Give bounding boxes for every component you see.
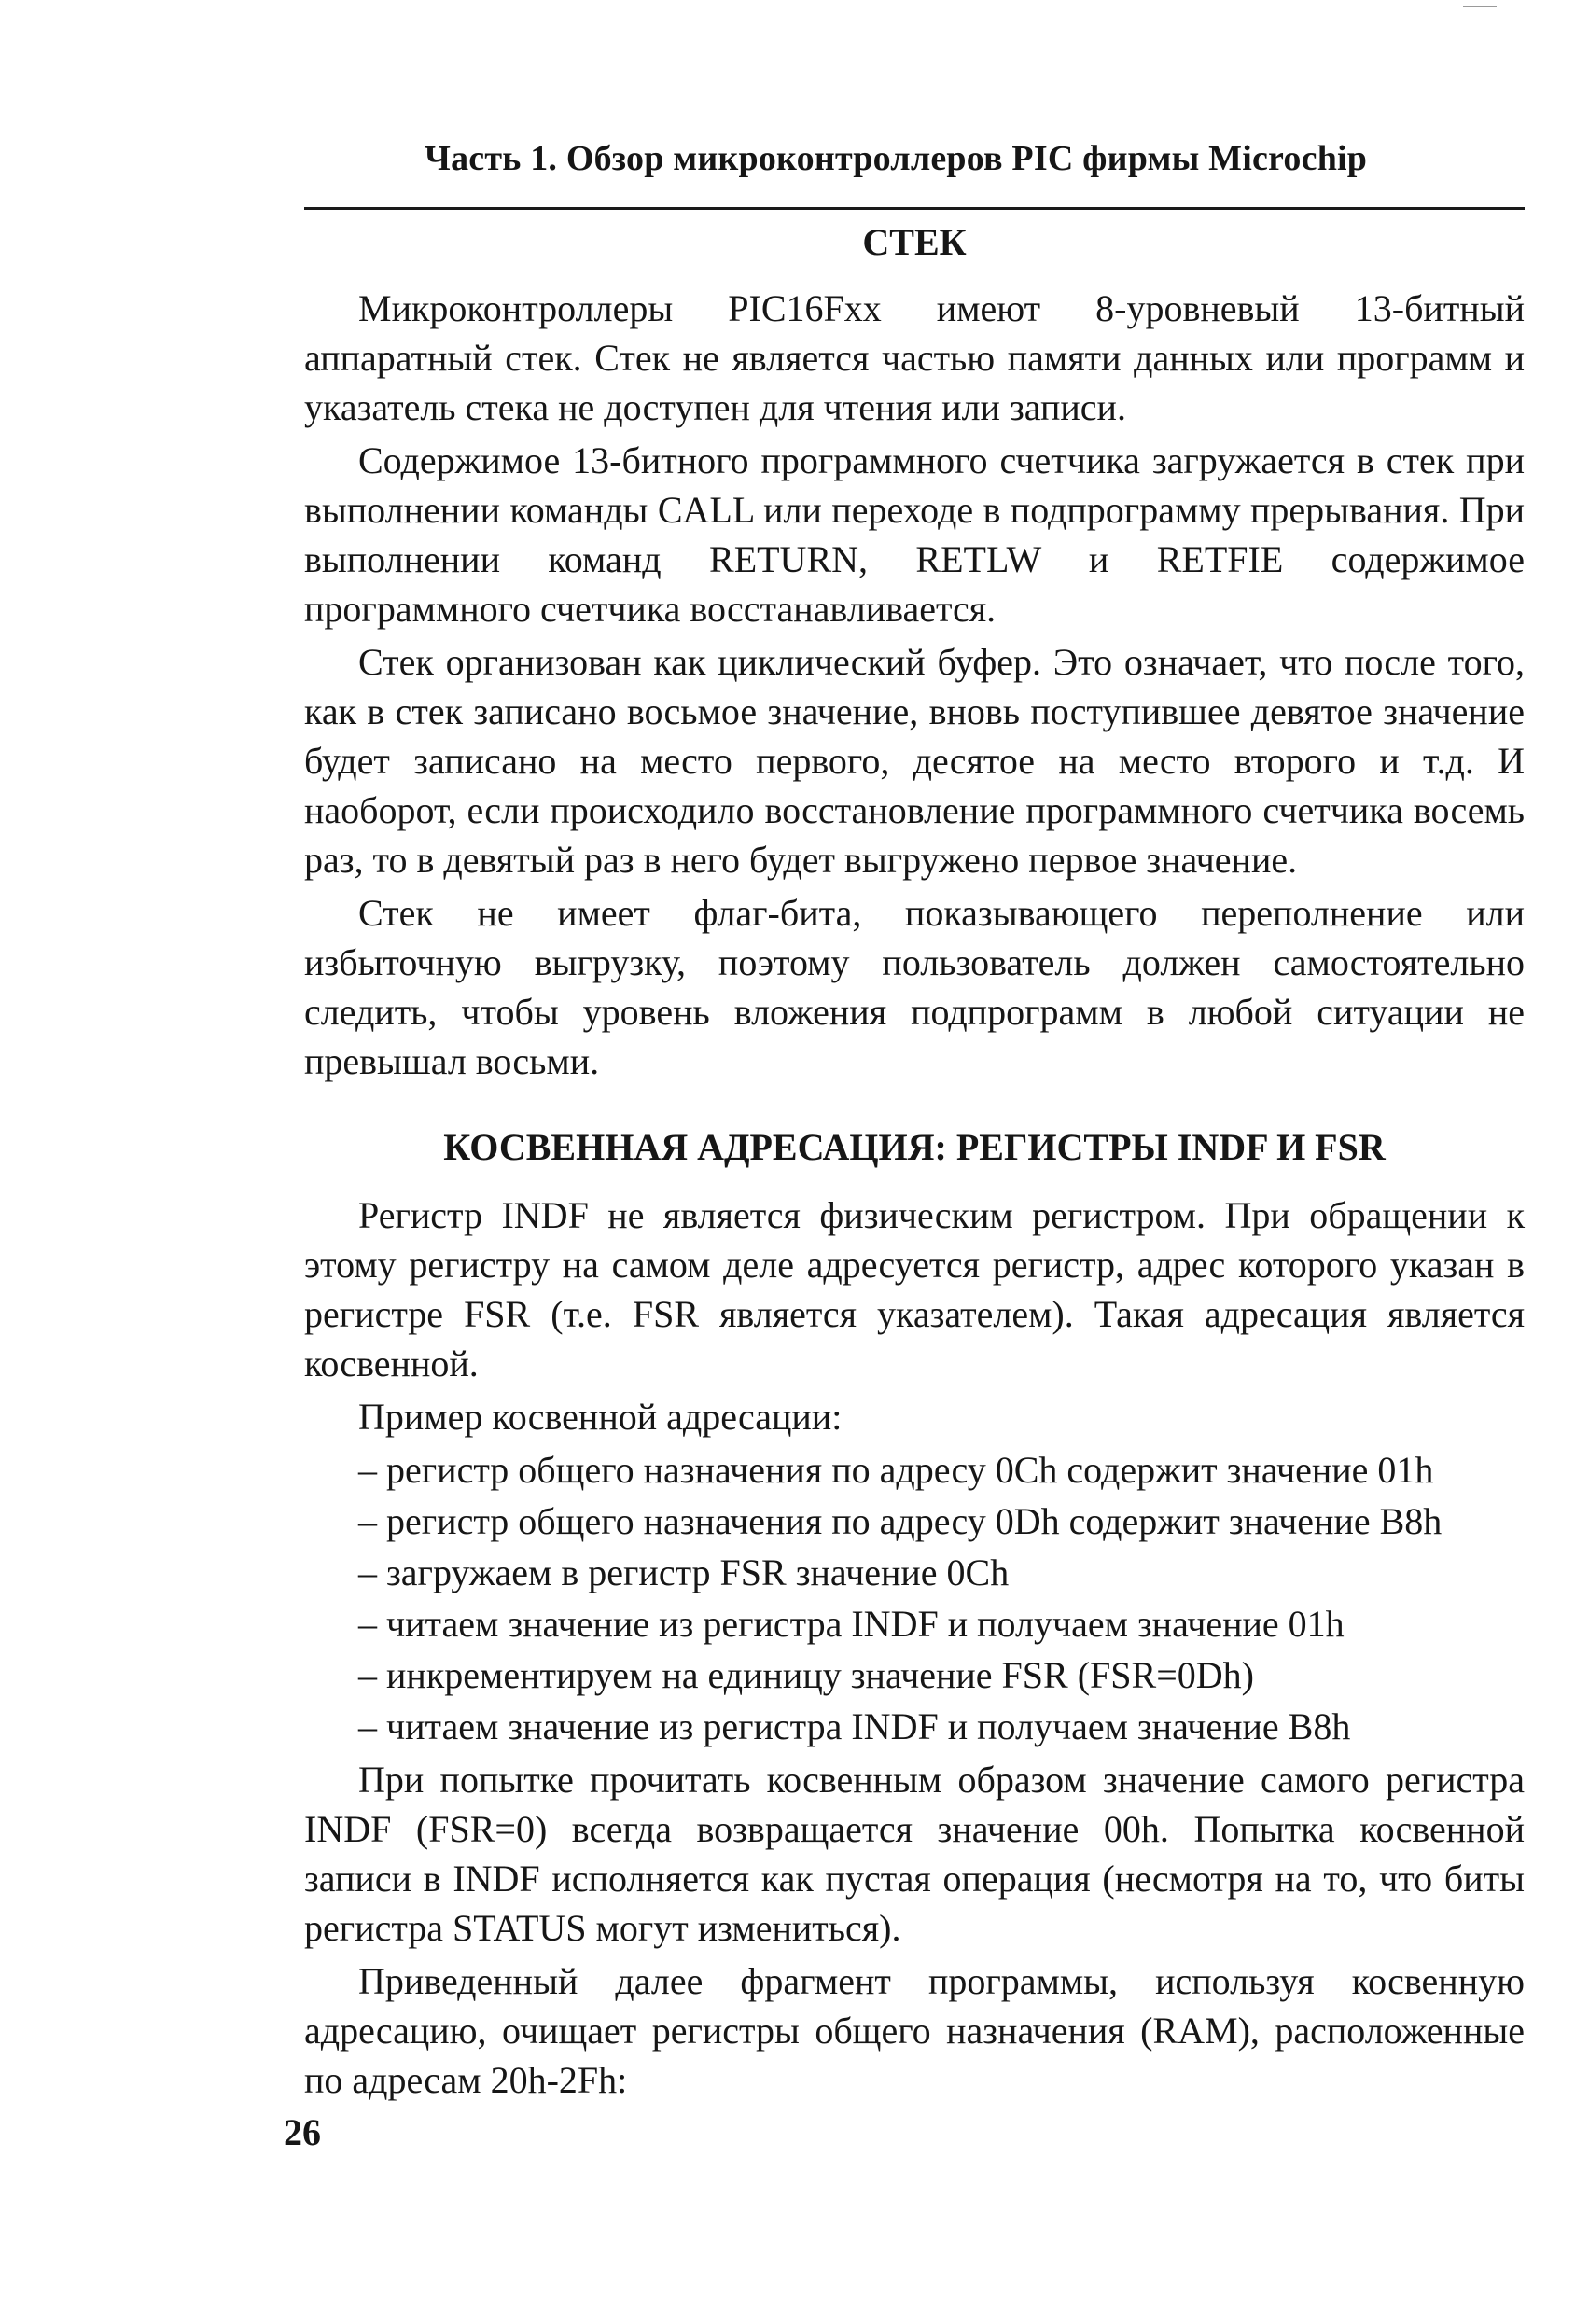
stack-paragraph-4: Стек не имеет флаг-бита, показывающего переполнение или избыточную выгрузку, поэтому пользователь должен самостоятельно следить, чтобы уровень вложения подпрограмм в любой ситуации не превышал восьми. <box>304 892 1525 1082</box>
page-body <box>304 218 1525 2108</box>
example-step: – регистр общего назначения по адресу 0Ch содержит значение 01h <box>358 1449 1434 1491</box>
example-step: – читаем значение из регистра INDF и получаем значение 01h <box>358 1603 1345 1645</box>
section-title-stack: СТЕК <box>862 221 967 263</box>
stack-paragraph-1: Микроконтроллеры PIC16Fxx имеют 8-уровневый 13-битный аппаратный стек. Стек не является частью памяти данных или программ и указатель стека не доступен для чтения или записи. <box>304 287 1525 428</box>
indirect-intro-paragraph: Регистр INDF не является физическим регистром. При обращении к этому регистру на самом деле адресуется регистр, адрес которого указан в регистре FSR (т.е. FSR является указателем). Такая адресация является косвенной. <box>304 1194 1525 1385</box>
running-head: Часть 1. Обзор микроконтроллеров PIC фирмы Microchip <box>425 139 1368 178</box>
example-step: – читаем значение из регистра INDF и получаем значение B8h <box>358 1705 1351 1747</box>
example-heading: Пример косвенной адресации: <box>358 1396 843 1438</box>
example-step: – регистр общего назначения по адресу 0Dh содержит значение B8h <box>358 1500 1443 1542</box>
running-head-rule <box>304 207 1525 210</box>
example-step: – инкрементируем на единицу значение FSR (FSR=0Dh) <box>358 1654 1254 1696</box>
page-number: 26 <box>284 2111 321 2153</box>
stack-paragraph-2: Содержимое 13-битного программного счетчика загружается в стек при выполнении команды CALL или переходе в подпрограмму прерывания. При выполнении команд RETURN, RETLW и RETFIE содержимое программного счетчика восстанавливается. <box>304 439 1525 630</box>
stack-paragraph-3: Стек организован как циклический буфер. Это означает, что после того, как в стек записано восьмое значение, вновь поступившее девятое значение будет записано на место первого, десятое на место второго и т.д. И наоборот, если происходило восстановление программного счетчика восемь раз, то в девятый раз в него будет выгружено первое значение. <box>304 641 1525 881</box>
scan-artifact-mark <box>1463 6 1497 7</box>
section-title-indirect-addressing: КОСВЕННАЯ АДРЕСАЦИЯ: РЕГИСТРЫ INDF И FSR <box>443 1126 1386 1168</box>
example-step: – загружаем в регистр FSR значение 0Ch <box>358 1552 1010 1593</box>
program-fragment-intro-paragraph: Приведенный далее фрагмент программы, используя косвенную адресацию, очищает регистры общего назначения (RAM), расположенные по адресам 20h-2Fh: <box>304 1960 1525 2101</box>
indf-read-note-paragraph: При попытке прочитать косвенным образом значение самого регистра INDF (FSR=0) всегда возвращается значение 00h. Попытка косвенной записи в INDF исполняется как пустая операция (несмотря на то, что биты регистра STATUS могут измениться). <box>304 1759 1525 1949</box>
example-steps-list <box>304 1445 1525 1751</box>
